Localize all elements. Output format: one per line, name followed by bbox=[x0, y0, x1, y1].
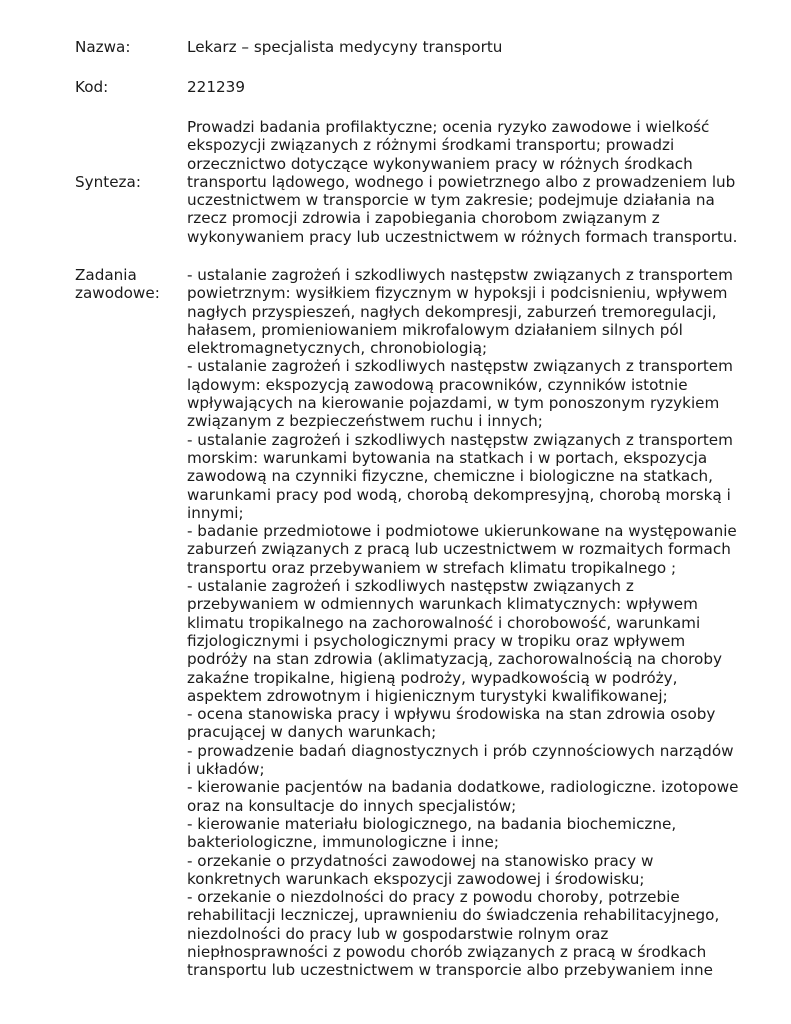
zadania-line: przebywaniem w odmiennych warunkach klimatycznych: wpływem bbox=[187, 595, 698, 614]
zadania-line: konkretnych warunkach ekspozycji zawodowej i środowisku; bbox=[187, 869, 645, 888]
zadania-line: wpływających na kierowanie pojazdami, w tym ponoszonym ryzykiem bbox=[187, 394, 720, 413]
zadania-line: - ustalanie zagrożeń i szkodliwych następstw związanych z transportem bbox=[187, 357, 733, 376]
zadania-line: fizjologicznymi i psychologicznymi pracy w tropiku oraz wpływem bbox=[187, 631, 686, 650]
zadania-line: klimatu tropikalnego na zachorowalność i chorobowość, warunkami bbox=[187, 613, 701, 632]
zadania-line: - badanie przedmiotowe i podmiotowe ukierunkowane na występowanie bbox=[187, 522, 737, 541]
kod-label: Kod: bbox=[75, 78, 109, 96]
zadania-line: zaburzeń związanych z pracą lub uczestnictwem w rozmaitych formach bbox=[187, 540, 731, 559]
zadania-line: innymi; bbox=[187, 503, 244, 522]
synteza-line: uczestnictwem w transporcie w tym zakresie; podejmuje działania na bbox=[187, 191, 715, 210]
zadania-line: rehabilitacji leczniczej, uprawnieniu do świadczenia rehabilitacyjnego, bbox=[187, 906, 720, 925]
synteza-line: orzecznictwo dotyczące wykonywaniem pracy w różnych środkach bbox=[187, 154, 693, 173]
zadania-label-line: zawodowe: bbox=[75, 284, 160, 303]
zadania-label bbox=[75, 266, 185, 303]
zadania-list bbox=[187, 266, 767, 980]
zadania-line: - orzekanie o przydatności zawodowej na stanowisko pracy w bbox=[187, 851, 654, 870]
synteza-line: wykonywaniem pracy lub uczestnictwem w różnych formach transportu. bbox=[187, 227, 738, 246]
zadania-label-line: Zadania bbox=[75, 266, 137, 284]
zadania-line: warunkami pracy pod wodą, chorobą dekompresyjną, chorobą morską i bbox=[187, 485, 731, 504]
zadania-line: - prowadzenie badań diagnostycznych i prób czynnościowych narządów bbox=[187, 741, 734, 760]
zadania-line: hałasem, promieniowaniem mikrofalowym działaniem silnych pól bbox=[187, 320, 683, 339]
zadania-line: transportu oraz przebywaniem w strefach klimatu tropikalnego ; bbox=[187, 558, 677, 577]
synteza-line: ekspozycji związanych z różnymi środkami transportu; prowadzi bbox=[187, 136, 675, 155]
zadania-line: aspektem zdrowotnym i higienicznym turystyki kwalifikowanej; bbox=[187, 686, 668, 705]
zadania-line: zawodową na czynniki fizyczne, chemiczne i biologiczne na statkach, bbox=[187, 467, 714, 486]
zadania-line: - kierowanie materiału biologicznego, na badania biochemiczne, bbox=[187, 814, 677, 833]
zadania-line: - ustalanie zagrożeń i szkodliwych następstw związanych z transportem bbox=[187, 266, 733, 284]
synteza-line: transportu lądowego, wodnego i powietrznego albo z prowadzeniem lub bbox=[187, 172, 736, 191]
nazwa-label: Nazwa: bbox=[75, 38, 131, 56]
zadania-line: bakteriologiczne, immunologiczne i inne; bbox=[187, 833, 499, 852]
zadania-line: morskim: warunkami bytowania na statkach i w portach, ekspozycja bbox=[187, 448, 708, 467]
zadania-line: - ustalanie zagrożeń i szkodliwych następstw związanych z bbox=[187, 577, 634, 596]
zadania-line: elektromagnetycznych, chronobiologią; bbox=[187, 339, 488, 358]
zadania-line: - ustalanie zagrożeń i szkodliwych następstw związanych z transportem bbox=[187, 430, 733, 449]
zadania-line: - ocena stanowiska pracy i wpływu środowiska na stan zdrowia osoby bbox=[187, 705, 716, 724]
zadania-line: - kierowanie pacjentów na badania dodatkowe, radiologiczne. izotopowe bbox=[187, 778, 739, 797]
zadania-line: niepłnosprawności z powodu chorób związanych z pracą w środkach bbox=[187, 942, 707, 961]
synteza-line: Prowadzi badania profilaktyczne; ocenia ryzyko zawodowe i wielkość bbox=[187, 118, 710, 136]
zadania-line: podróży na stan zdrowia (aklimatyzacją, zachorowalnością na choroby bbox=[187, 650, 722, 669]
zadania-line: powietrznym: wysiłkiem fizycznym w hypoksji i podcisnieniu, wpływem bbox=[187, 284, 728, 303]
zadania-line: oraz na konsultacje do innych specjalistów; bbox=[187, 796, 517, 815]
zadania-line: zakaźne tropikalne, higieną podroży, wypadkowością w podróży, bbox=[187, 668, 678, 687]
zadania-line: związanym z bezpieczeństwem ruchu i innych; bbox=[187, 412, 543, 431]
synteza-label: Synteza: bbox=[75, 173, 141, 191]
kod-value: 221239 bbox=[187, 78, 245, 96]
nazwa-value: Lekarz – specjalista medycyny transportu bbox=[187, 38, 503, 56]
zadania-line: lądowym: ekspozycją zawodową pracowników, czynników istotnie bbox=[187, 375, 688, 394]
synteza-line: rzecz promocji zdrowia i zapobiegania chorobom związanym z bbox=[187, 209, 660, 228]
synteza-text bbox=[187, 118, 767, 246]
zadania-line: - orzekanie o niezdolności do pracy z powodu choroby, potrzebie bbox=[187, 888, 680, 907]
zadania-line: pracującej w danych warunkach; bbox=[187, 723, 437, 742]
zadania-line: nagłych przyspieszeń, nagłych dekompresji, zaburzeń tremoregulacji, bbox=[187, 302, 717, 321]
zadania-line: transportu lub uczestnictwem w transporcie albo przebywaniem inne bbox=[187, 961, 713, 980]
zadania-line: niezdolności do pracy lub w gospodarstwie rolnym oraz bbox=[187, 924, 609, 943]
zadania-line: i układów; bbox=[187, 760, 265, 779]
